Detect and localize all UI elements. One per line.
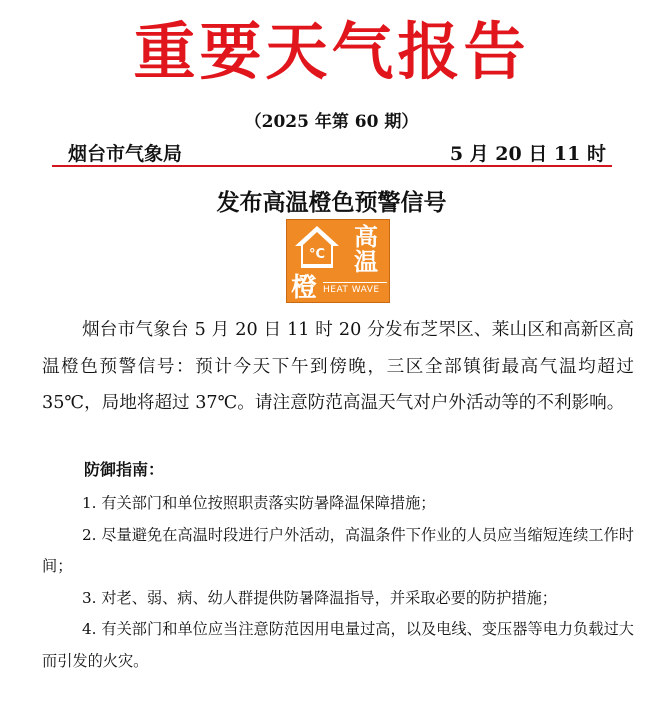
masthead-title: 重要天气报告: [133, 15, 530, 88]
heat-warning-icon: [286, 219, 390, 303]
guide-item: 4. 有关部门和单位应当注意防范因用电量过高，以及电线、变压器等电力负载过大而引发的火灾。: [42, 620, 634, 670]
meta-row: [52, 138, 612, 166]
issuer: 烟台市气象局: [68, 142, 183, 165]
body-paragraph: 烟台市气象台 5 月 20 日 11 时 20 分发布芝罘区、莱山区和高新区高温橙色预警信号：预计今天下午到傍晚，三区全部镇街最高气温均超过 35℃，局地将超过 37℃。请注意防范高温天气对户外活动等的不利影响。: [42, 320, 634, 413]
heat-wave-label: HEAT WAVE: [323, 282, 387, 297]
headline: 发布高温橙色预警信号: [216, 190, 447, 216]
house-thermometer-icon: [293, 224, 341, 270]
guide-list: [42, 488, 634, 677]
unit-label: °C: [308, 247, 326, 262]
issue-time: 5 月 20 日 11 时: [449, 142, 606, 165]
guide-title: 防御指南：: [84, 460, 165, 479]
guide-item: 3. 对老、弱、病、幼人群提供防暑降温指导，并采取必要的防护措施；: [82, 588, 557, 607]
warning-char-1: 高: [354, 223, 378, 251]
guide-item: 2. 尽量避免在高温时段进行户外活动，高温条件下作业的人员应当缩短连续工作时间；: [42, 525, 634, 575]
guide-item: 1. 有关部门和单位按照职责落实防暑降温保障措施；: [82, 494, 436, 512]
issue-number: （2025 年第 60 期）: [244, 112, 419, 132]
header-rule: [52, 165, 612, 167]
warning-char-2: 温: [354, 248, 378, 276]
warning-level-char: 橙: [290, 273, 317, 303]
